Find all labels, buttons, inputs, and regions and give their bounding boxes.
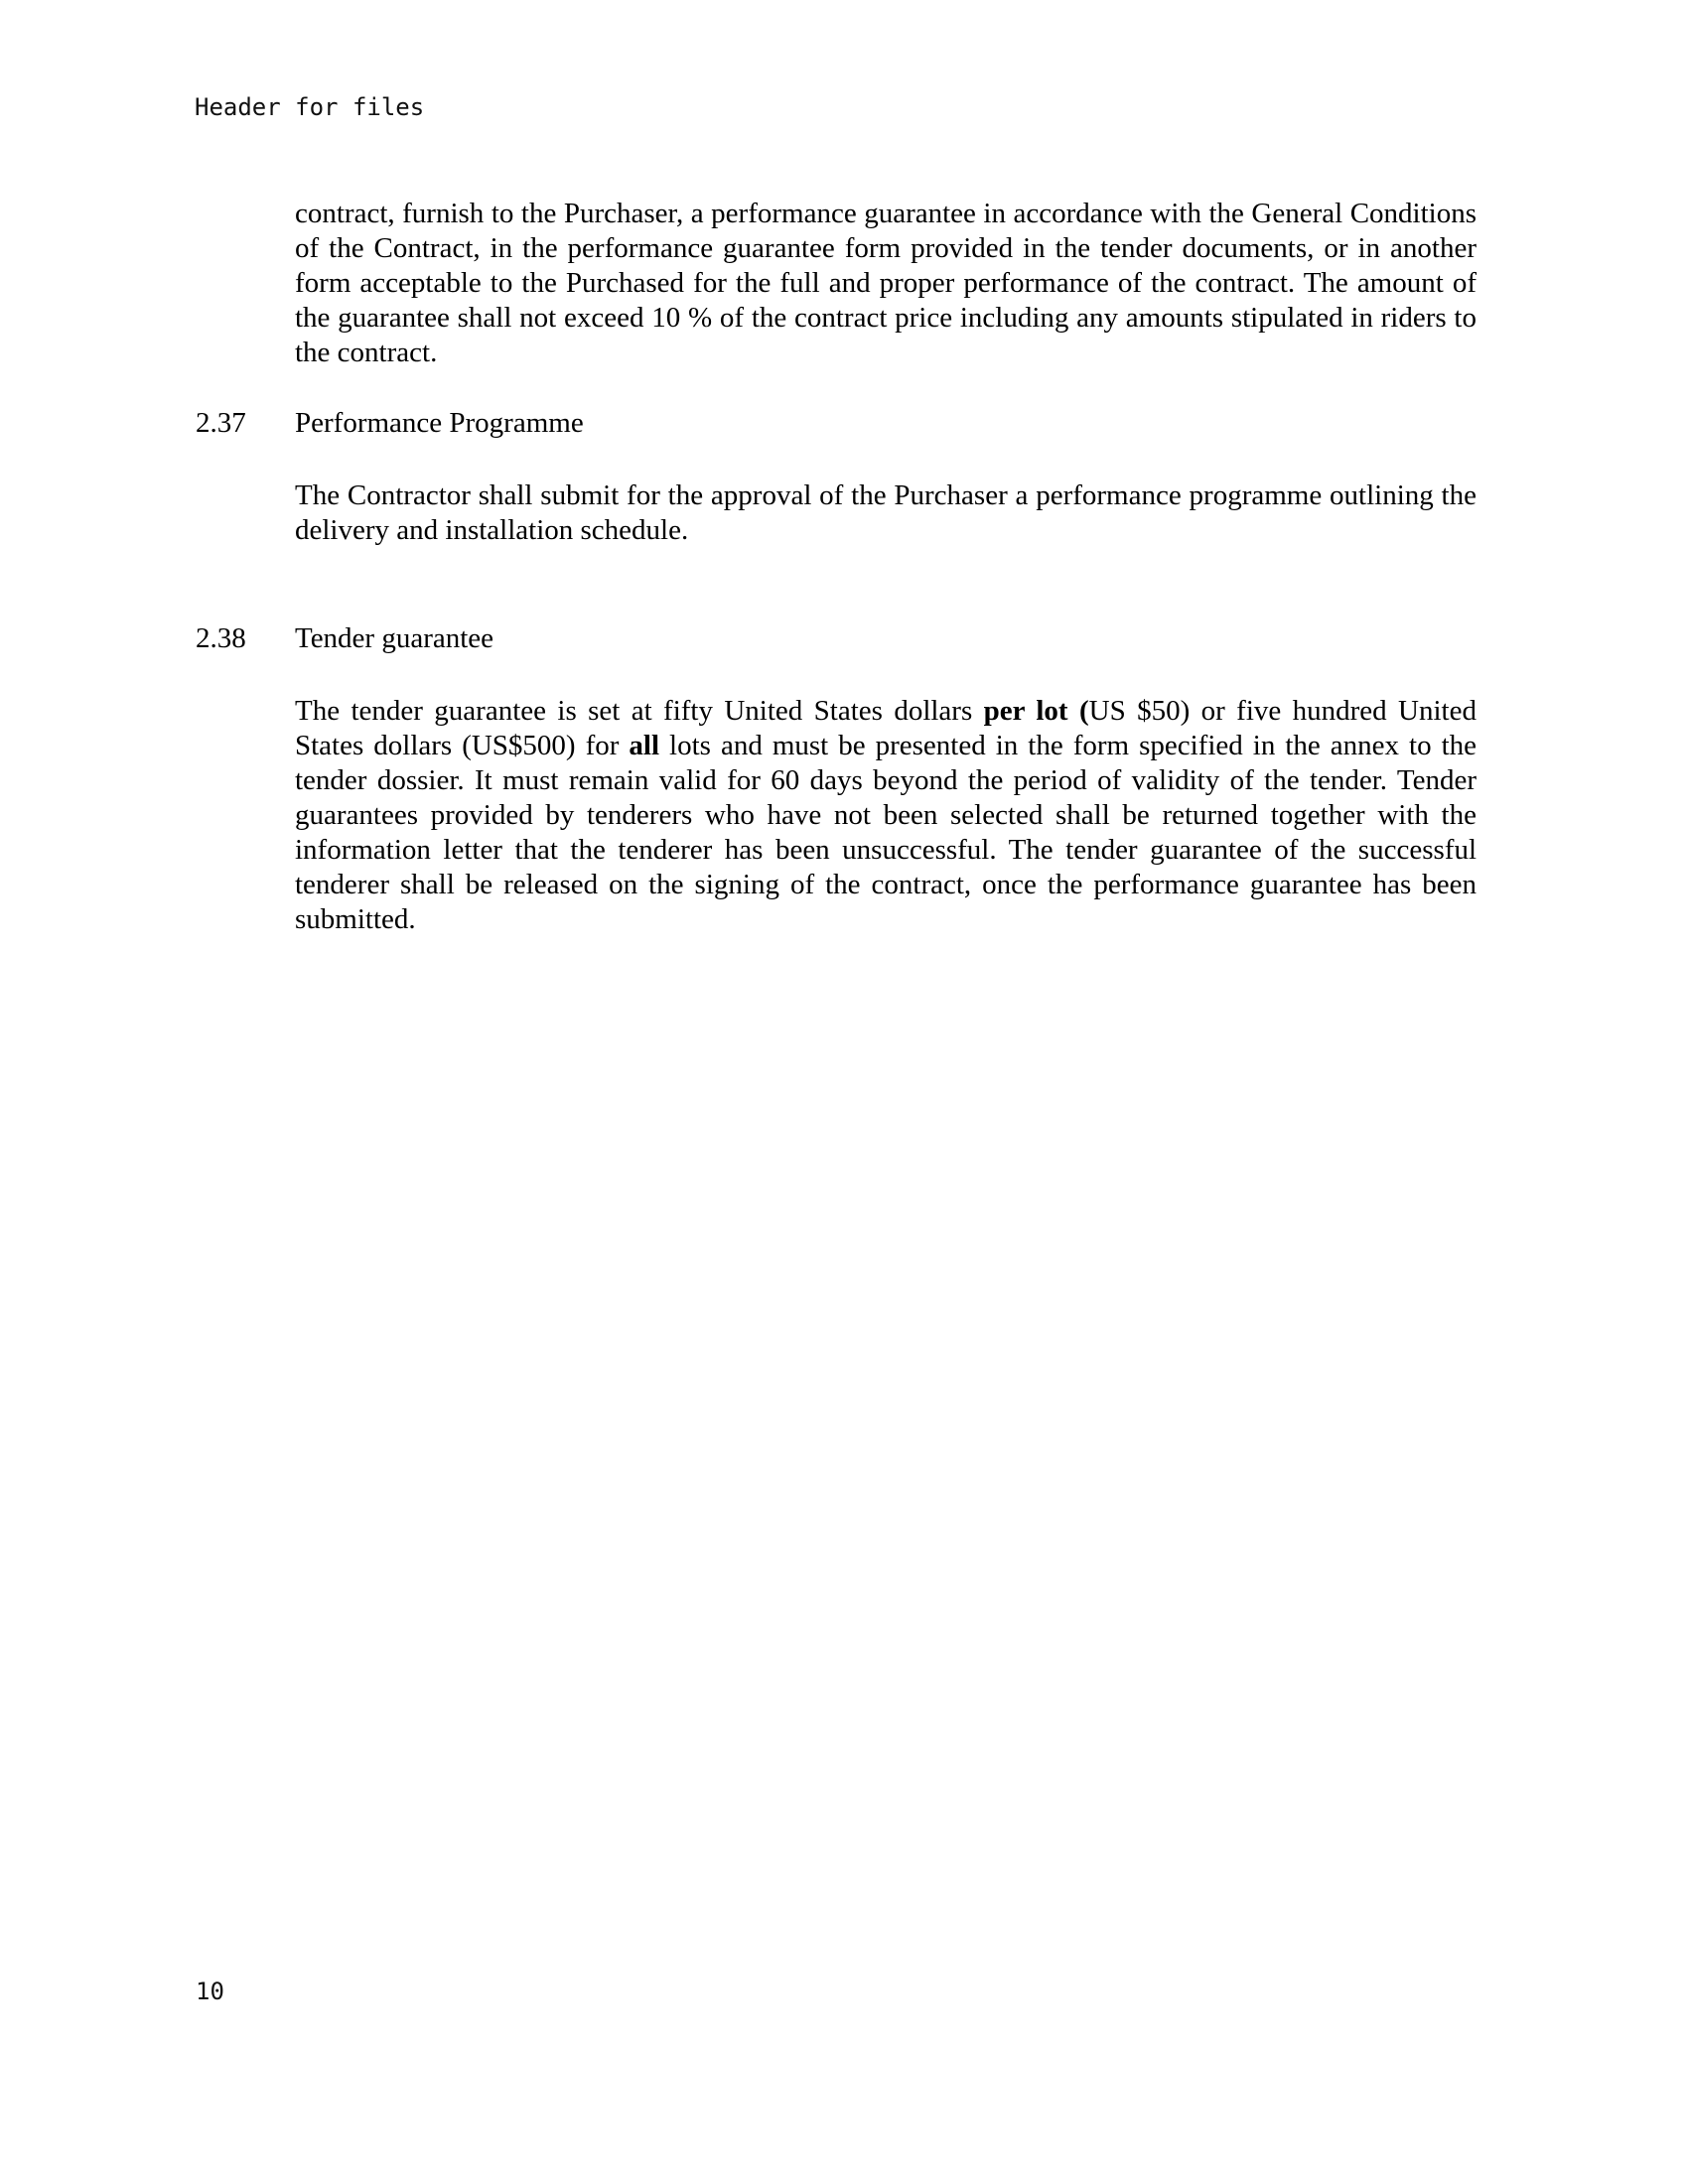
section-2-37-paragraph: The Contractor shall submit for the approval of the Purchaser a performance programme outlining the delivery and installation schedule. bbox=[295, 479, 1477, 546]
section-title: Performance Programme bbox=[295, 407, 584, 439]
page-number: 10 bbox=[196, 1978, 224, 2005]
section-title: Tender guarantee bbox=[295, 622, 494, 654]
section-2-38-paragraph: The tender guarantee is set at fifty United States dollars per lot (US $50) or five hundred United States dollars (US$500) for all lots and must be presented in the form specified in the annex to the tender dossier. It must remain valid for 60 days beyond the period of validity of the tender. Tender guarantees provided by tenderers who have not been selected shall be returned together with the information letter that the tenderer has been unsuccessful. The tender guarantee of the successful tenderer shall be released on the signing of the contract, once the performance guarantee has been submitted. bbox=[295, 695, 1477, 935]
section-heading-2-38 bbox=[196, 621, 1477, 656]
intro-paragraph: contract, furnish to the Purchaser, a performance guarantee in accordance with the General Conditions of the Contract, in the performance guarantee form provided in the tender documents, or in another form acceptable to the Purchased for the full and proper performance of the contract. The amount of the guarantee shall not exceed 10 % of the contract price including any amounts stipulated in riders to the contract. bbox=[295, 198, 1477, 368]
section-number: 2.38 bbox=[196, 622, 246, 654]
page-header: Header for files bbox=[195, 93, 425, 121]
section-number: 2.37 bbox=[196, 407, 246, 439]
section-heading-2-37 bbox=[196, 406, 1477, 441]
